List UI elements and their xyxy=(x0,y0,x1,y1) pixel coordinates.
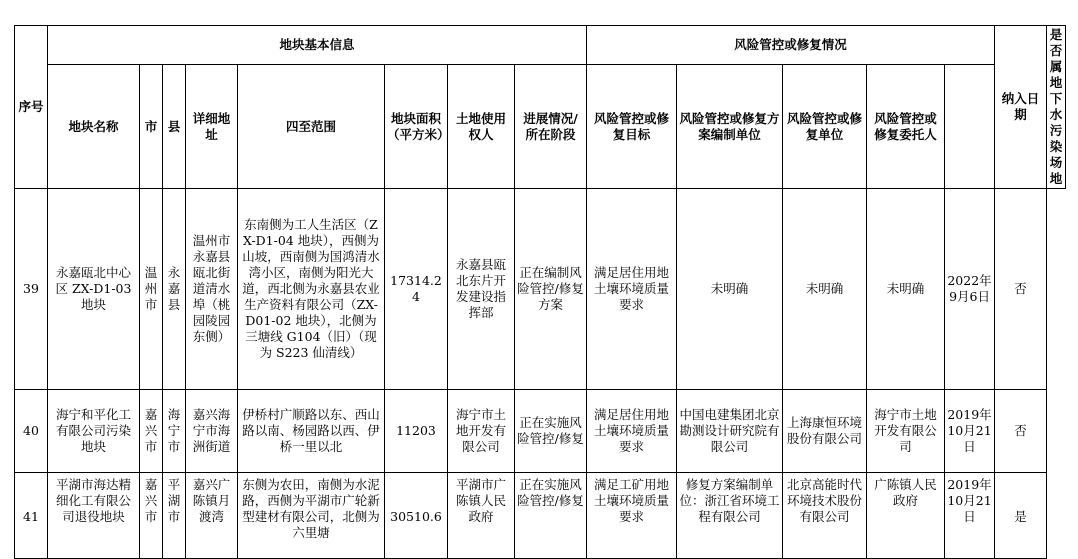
cell-owner: 永嘉县瓯北东片开发建设指挥部 xyxy=(448,189,515,390)
cell-seq: 39 xyxy=(15,189,48,390)
cell-client: 未明确 xyxy=(867,189,945,390)
cell-address: 嘉兴广陈镇月渡湾 xyxy=(186,473,238,559)
cell-area: 17314.24 xyxy=(385,189,448,390)
cell-target: 满足居住用地土壤环境质量要求 xyxy=(587,189,677,390)
cell-name: 永嘉瓯北中心区 ZX-D1-03 地块 xyxy=(48,189,140,390)
cell-groundwater: 是 xyxy=(995,473,1047,559)
cell-repair-unit: 未明确 xyxy=(783,189,867,390)
header-repair-unit: 风险管控或修复单位 xyxy=(783,65,867,189)
cell-target: 满足工矿用地土壤环境质量要求 xyxy=(587,473,677,559)
cell-area: 11203 xyxy=(385,390,448,473)
header-seq: 序号 xyxy=(15,26,48,189)
header-owner: 土地使用权人 xyxy=(448,65,515,189)
header-address: 详细地址 xyxy=(186,65,238,189)
table-row xyxy=(15,390,1066,473)
header-name: 地块名称 xyxy=(48,65,140,189)
site-table-page xyxy=(14,25,1066,559)
cell-plan-unit: 修复方案编制单位：浙江省环境工程有限公司 xyxy=(677,473,783,559)
header-groundwater: 是否属地下水污染场地 xyxy=(1047,26,1066,189)
header-area: 地块面积（平方米） xyxy=(385,65,448,189)
cell-repair-unit: 北京高能时代环境技术股份有限公司 xyxy=(783,473,867,559)
header-plan-unit: 风险管控或修复方案编制单位 xyxy=(677,65,783,189)
cell-target: 满足居住用地土壤环境质量要求 xyxy=(587,390,677,473)
header-client: 风险管控或修复委托人 xyxy=(867,65,945,189)
cell-date: 2019年10月21日 xyxy=(945,473,995,559)
cell-county: 平湖市 xyxy=(163,473,186,559)
cell-county: 海宁市 xyxy=(163,390,186,473)
cell-county: 永嘉县 xyxy=(163,189,186,390)
cell-name: 海宁和平化工有限公司污染地块 xyxy=(48,390,140,473)
cell-boundary: 东侧为农田，南侧为水泥路，西侧为平湖市广轮新型建材有限公司，北侧为六里塘 xyxy=(238,473,385,559)
cell-area: 30510.6 xyxy=(385,473,448,559)
cell-progress: 正在实施风险管控/修复 xyxy=(515,473,587,559)
cell-progress: 正在编制风险管控/修复方案 xyxy=(515,189,587,390)
cell-plan-unit: 未明确 xyxy=(677,189,783,390)
header-city: 市 xyxy=(140,65,163,189)
cell-groundwater: 否 xyxy=(995,390,1047,473)
header-date: 纳入日期 xyxy=(995,26,1047,189)
cell-plan-unit: 中国电建集团北京勘测设计研究院有限公司 xyxy=(677,390,783,473)
cell-seq: 41 xyxy=(15,473,48,559)
cell-boundary: 东南侧为工人生活区（ZX-D1-04 地块），西侧为山坡，西南侧为国鸿清水湾小区，南侧为阳光大道，西北侧为永嘉县农业生产资料有限公司（ZX-D01-02 地块），北侧为三塘线 G104（旧）（现为 S223 仙清线） xyxy=(238,189,385,390)
cell-boundary: 伊桥村广顺路以东、西山路以南、杨园路以西、伊桥一里以北 xyxy=(238,390,385,473)
cell-groundwater: 否 xyxy=(995,189,1047,390)
cell-owner: 海宁市土地开发有限公司 xyxy=(448,390,515,473)
cell-address: 嘉兴海宁市海洲街道 xyxy=(186,390,238,473)
cell-date: 2022年9月6日 xyxy=(945,189,995,390)
cell-city: 嘉兴市 xyxy=(140,390,163,473)
cell-address: 温州市永嘉县瓯北街道清水埠（桃园陵园东侧） xyxy=(186,189,238,390)
cell-name: 平湖市海达精细化工有限公司退役地块 xyxy=(48,473,140,559)
header-group-basic: 地块基本信息 xyxy=(48,26,587,65)
table-row xyxy=(15,189,1066,390)
cell-seq: 40 xyxy=(15,390,48,473)
cell-repair-unit: 上海康恒环境股份有限公司 xyxy=(783,390,867,473)
cell-date: 2019年10月21日 xyxy=(945,390,995,473)
cell-client: 广陈镇人民政府 xyxy=(867,473,945,559)
table-row xyxy=(15,473,1066,559)
header-county: 县 xyxy=(163,65,186,189)
header-group-risk: 风险管控或修复情况 xyxy=(587,26,995,65)
cell-city: 温州市 xyxy=(140,189,163,390)
cell-city: 嘉兴市 xyxy=(140,473,163,559)
header-boundary: 四至范围 xyxy=(238,65,385,189)
cell-progress: 正在实施风险管控/修复 xyxy=(515,390,587,473)
cell-owner: 平湖市广陈镇人民政府 xyxy=(448,473,515,559)
header-target: 风险管控或修复目标 xyxy=(587,65,677,189)
cell-client: 海宁市土地开发有限公司 xyxy=(867,390,945,473)
contaminated-site-table xyxy=(14,25,1066,559)
header-progress: 进展情况/所在阶段 xyxy=(515,65,587,189)
